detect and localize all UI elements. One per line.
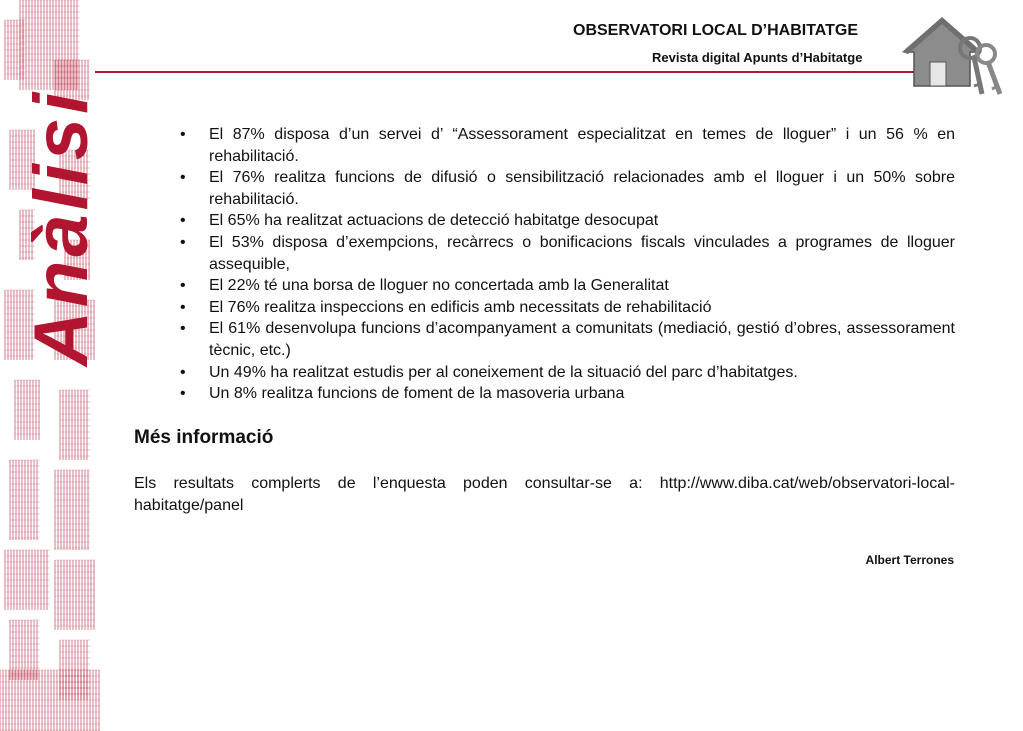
header-subtitle: Revista digital Apunts d’Habitatge [652, 50, 863, 65]
author-name: Albert Terrones [865, 553, 954, 567]
bullet-icon: • [180, 233, 186, 251]
bullet-list [180, 124, 955, 405]
house-keys-icon [900, 14, 1005, 99]
bullet-text: El 76% realitza inspeccions en edificis amb necessitats de rehabilitació [209, 298, 712, 316]
header-divider [95, 71, 945, 73]
bullet-icon: • [180, 363, 186, 381]
bullet-text: El 22% té una borsa de lloguer no concertada amb la Generalitat [209, 277, 669, 295]
section-title: Més informació [134, 427, 274, 448]
bullet-item [180, 275, 955, 297]
bullet-item [180, 232, 955, 275]
bullet-item [180, 124, 955, 167]
bullet-item [180, 362, 955, 384]
bullet-item [180, 167, 955, 210]
bullet-text: El 87% disposa d’un servei d’ “Assessorament especialitzat en temes de lloguer” i un 56 % en rehabilitació. [209, 126, 955, 165]
more-info-text: Els resultats complerts de l’enquesta poden consultar-se a: http://www.diba.cat/web/observatori-local-habitatge/panel [134, 475, 955, 514]
bullet-icon: • [180, 320, 186, 338]
bullet-item [180, 383, 955, 405]
bullet-item [180, 210, 955, 232]
bullet-item [180, 318, 955, 361]
bullet-text: El 53% disposa d’exempcions, recàrrecs o bonificacions fiscals vinculades a programes de lloguer assequible, [209, 233, 955, 273]
bullet-text: El 61% desenvolupa funcions d’acompanyament a comunitats (mediació, gestió d’obres, assessorament tècnic, etc.) [209, 320, 955, 359]
bullet-icon: • [180, 385, 186, 403]
bullet-icon: • [180, 277, 186, 295]
bullet-text: Un 8% realitza funcions de foment de la masoveria urbana [209, 385, 625, 403]
bullet-item [180, 297, 955, 319]
bullet-icon: • [180, 298, 186, 316]
bullet-text: El 65% ha realitzat actuacions de detecció habitatge desocupat [209, 212, 659, 230]
decorative-sidebar [0, 0, 104, 731]
header-title: OBSERVATORI LOCAL D’HABITATGE [573, 22, 859, 39]
bullet-icon: • [180, 126, 186, 143]
bullet-text: El 76% realitza funcions de difusió o sensibilització relacionades amb el lloguer i un 50% sobre rehabilitació. [209, 169, 955, 208]
vertical-section-title: Anàlisi [19, 88, 104, 366]
bullet-icon: • [180, 212, 186, 230]
bullet-text: Un 49% ha realitzat estudis per al coneixement de la situació del parc d’habitatges. [209, 363, 798, 381]
bullet-icon: • [180, 169, 186, 187]
